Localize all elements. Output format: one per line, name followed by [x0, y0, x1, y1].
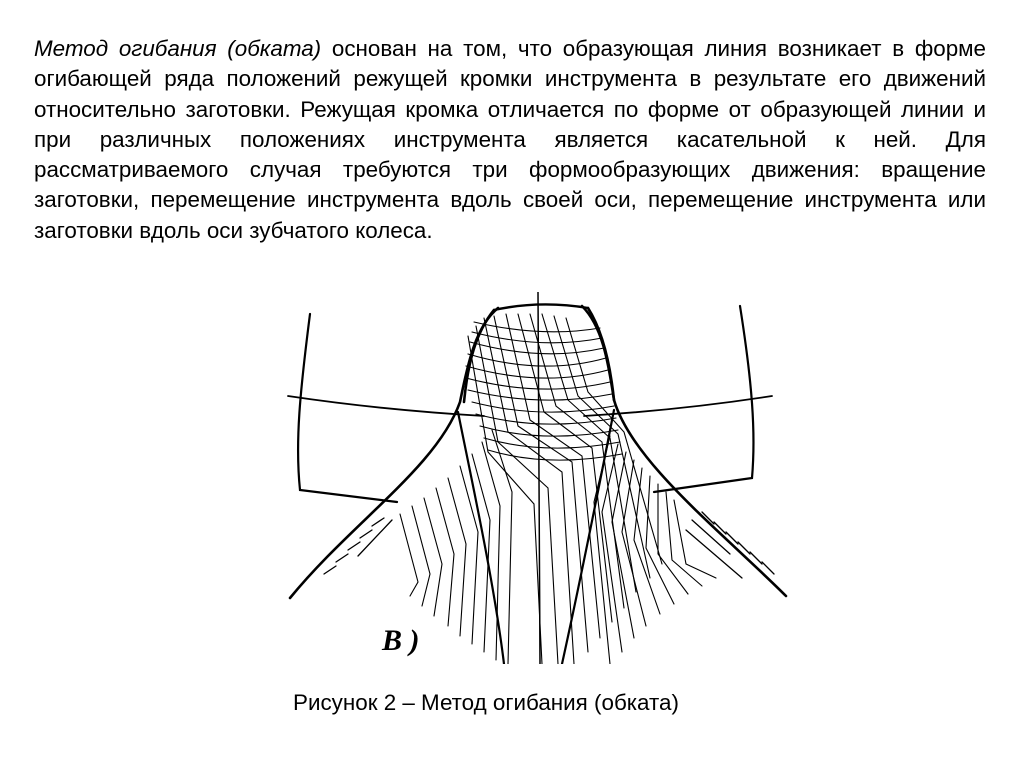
- figure-label: В ): [382, 624, 420, 657]
- gear-generation-figure: [262, 292, 798, 664]
- wheel-rim-right: [654, 306, 754, 492]
- tooth-side-left: [464, 310, 494, 402]
- cutter-steps-right: [594, 436, 716, 664]
- hatch-ticks-right: [686, 512, 774, 578]
- figure-caption: Рисунок 2 – Метод огибания (обката): [293, 690, 679, 715]
- paragraph-body: основан на том, что образующая линия возникает в форме огибающей ряда положений режущей кромки инструмента в результате его движений относительно заготовки. Режущая кромка отличается по форме от образующей линии и при различных положениях инструмента является касательной к ней. Для рассматриваемого случая требуются три формообразующих движения: вращение заготовки, перемещение инструмента вдоль своей оси, перемещение инструмента или заготовки вдоль оси зубчатого колеса.: [34, 36, 987, 243]
- method-term: Метод огибания (обката): [34, 36, 322, 61]
- envelope-drawing: [262, 292, 798, 664]
- tooth-top: [494, 304, 588, 310]
- tooth-side-right: [588, 308, 614, 400]
- body-paragraph: [34, 34, 986, 246]
